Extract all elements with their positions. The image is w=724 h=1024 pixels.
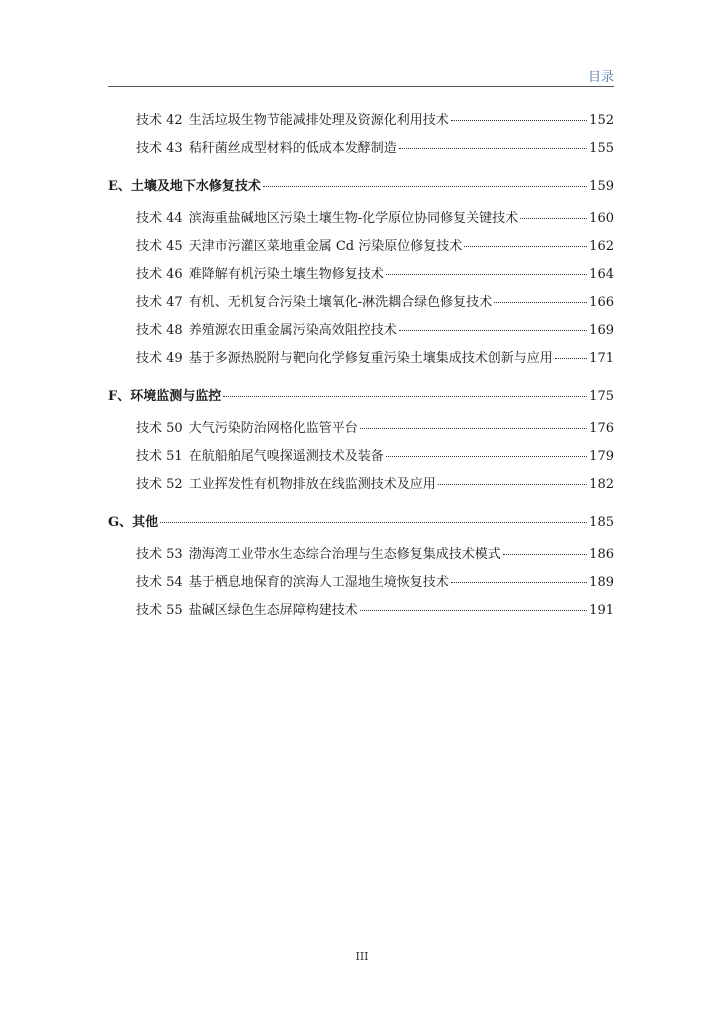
- toc-item[interactable]: [108, 602, 614, 619]
- toc-item[interactable]: [108, 238, 614, 255]
- toc-page-number: 179: [589, 449, 614, 464]
- dot-leader: [451, 582, 587, 583]
- toc-item-title: 养殖源农田重金属污染高效阻控技术: [188, 323, 397, 338]
- toc-section[interactable]: [108, 388, 614, 405]
- toc-item-title: 基于栖息地保育的滨海人工湿地生境恢复技术: [188, 575, 449, 590]
- toc-item[interactable]: [108, 112, 614, 129]
- toc-item-number: 技术 48: [136, 323, 183, 338]
- dot-leader: [520, 218, 587, 219]
- toc-item[interactable]: [108, 448, 614, 465]
- group-spacer: [108, 378, 614, 384]
- dot-leader: [386, 274, 587, 275]
- toc-page-number: 169: [589, 323, 614, 338]
- dot-leader: [160, 522, 587, 523]
- toc-item-number: 技术 55: [136, 603, 183, 618]
- toc-item[interactable]: [108, 266, 614, 283]
- toc-item-title: 在航船舶尾气嗅探遥测技术及装备: [188, 449, 384, 464]
- dot-leader: [360, 428, 587, 429]
- dot-leader: [494, 302, 587, 303]
- toc-item-number: 技术 53: [136, 547, 183, 562]
- toc-item-title: 生活垃圾生物节能减排处理及资源化利用技术: [188, 113, 449, 128]
- toc-item[interactable]: [108, 210, 614, 227]
- toc-item-title: 秸秆菌丝成型材料的低成本发酵制造: [188, 141, 397, 156]
- toc-page-number: 191: [589, 603, 614, 618]
- dot-leader: [360, 610, 587, 611]
- dot-leader: [223, 396, 587, 397]
- toc-item[interactable]: [108, 294, 614, 311]
- toc-item-number: 技术 47: [136, 295, 183, 310]
- toc-section-title: F、环境监测与监控: [108, 389, 222, 404]
- page-number: III: [355, 950, 369, 963]
- toc-item[interactable]: [108, 574, 614, 591]
- toc-page-number: 162: [589, 239, 614, 254]
- toc-section[interactable]: [108, 178, 614, 195]
- toc-item-title: 渤海湾工业带水生态综合治理与生态修复集成技术模式: [188, 547, 501, 562]
- toc-item[interactable]: [108, 420, 614, 437]
- toc-page-number: 159: [589, 179, 614, 194]
- toc-page-number: 164: [589, 267, 614, 282]
- dot-leader: [464, 246, 587, 247]
- toc-item-title: 有机、无机复合污染土壤氧化-淋洗耦合绿色修复技术: [188, 295, 493, 310]
- dot-leader: [386, 456, 587, 457]
- toc-item-title: 滨海重盐碱地区污染土壤生物-化学原位协同修复关键技术: [188, 211, 519, 226]
- toc-page-number: 166: [589, 295, 614, 310]
- toc-item-number: 技术 43: [136, 141, 183, 156]
- toc-item[interactable]: [108, 322, 614, 339]
- toc-page-number: 171: [589, 351, 614, 366]
- toc-item-number: 技术 51: [136, 449, 183, 464]
- toc-item-number: 技术 46: [136, 267, 183, 282]
- toc-item-title: 基于多源热脱附与靶向化学修复重污染土壤集成技术创新与应用: [188, 351, 553, 366]
- toc-page-number: 189: [589, 575, 614, 590]
- toc-section-title: G、其他: [108, 515, 159, 530]
- toc-page-number: 176: [589, 421, 614, 436]
- toc-item-title: 大气污染防治网格化监管平台: [188, 421, 358, 436]
- dot-leader: [438, 484, 587, 485]
- toc-page-number: 152: [589, 113, 614, 128]
- toc-item[interactable]: [108, 140, 614, 157]
- dot-leader: [399, 330, 587, 331]
- toc-item-number: 技术 45: [136, 239, 183, 254]
- toc-page-number: 182: [589, 477, 614, 492]
- toc-item-title: 工业挥发性有机物排放在线监测技术及应用: [188, 477, 436, 492]
- toc-item-title: 盐碱区绿色生态屏障构建技术: [188, 603, 358, 618]
- dot-leader: [451, 120, 587, 121]
- toc-item-number: 技术 50: [136, 421, 183, 436]
- running-header-title: 目录: [587, 70, 614, 85]
- toc-item-number: 技术 52: [136, 477, 183, 492]
- toc-item-number: 技术 54: [136, 575, 183, 590]
- table-of-contents: [108, 112, 614, 630]
- toc-page-number: 185: [589, 515, 614, 530]
- toc-section[interactable]: [108, 514, 614, 531]
- toc-item-number: 技术 44: [136, 211, 183, 226]
- group-spacer: [108, 168, 614, 174]
- dot-leader: [399, 148, 587, 149]
- toc-item[interactable]: [108, 350, 614, 367]
- toc-item[interactable]: [108, 546, 614, 563]
- toc-page-number: 186: [589, 547, 614, 562]
- dot-leader: [503, 554, 587, 555]
- group-spacer: [108, 504, 614, 510]
- header-rule: [108, 86, 614, 87]
- toc-page-number: 155: [589, 141, 614, 156]
- dot-leader: [555, 358, 587, 359]
- toc-item-number: 技术 49: [136, 351, 183, 366]
- toc-page-number: 160: [589, 211, 614, 226]
- toc-item-title: 难降解有机污染土壤生物修复技术: [188, 267, 384, 282]
- toc-item[interactable]: [108, 476, 614, 493]
- toc-page-number: 175: [589, 389, 614, 404]
- dot-leader: [263, 186, 587, 187]
- toc-section-title: E、土壤及地下水修复技术: [108, 179, 261, 194]
- toc-item-title: 天津市污灌区菜地重金属 Cd 污染原位修复技术: [188, 239, 463, 254]
- toc-item-number: 技术 42: [136, 113, 183, 128]
